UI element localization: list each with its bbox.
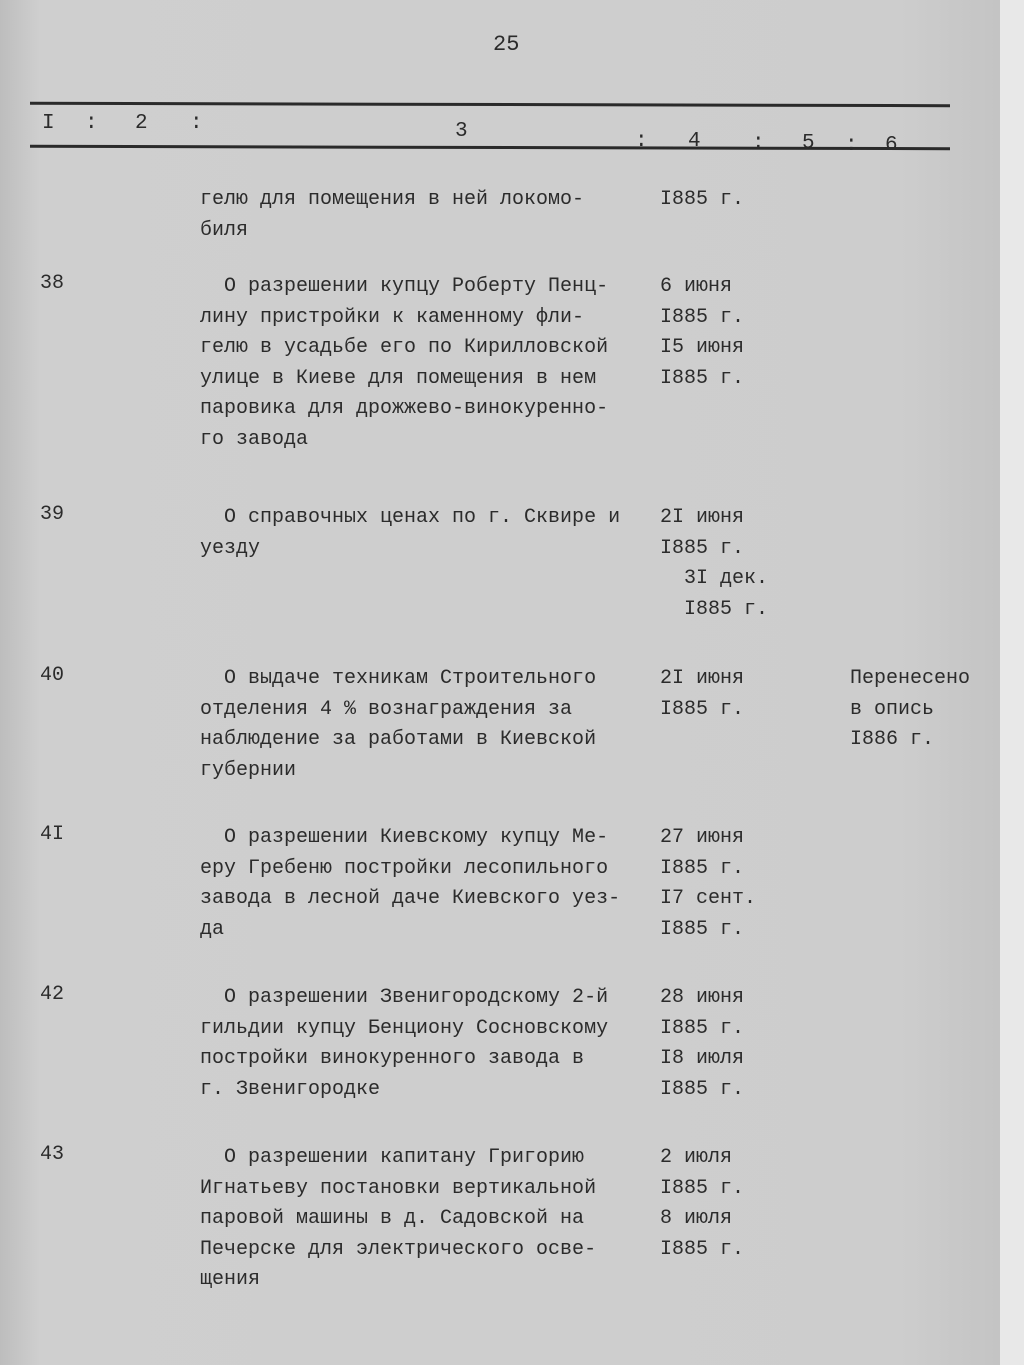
entry-dates [660, 272, 744, 394]
col-header-1: I [42, 112, 55, 135]
entry-desc-line: да [200, 917, 225, 941]
entry-desc-line: го завода [200, 427, 309, 451]
entry-desc-line: паровика для дрожжево-винокуренно- [200, 397, 609, 420]
col-sep: : [85, 112, 98, 135]
entry-desc-line: гелю для помещения в ней локомо- [200, 188, 585, 211]
col-header-4: 4 [688, 130, 701, 153]
entry-desc [200, 664, 660, 786]
col-header-2: 2 [135, 112, 148, 135]
entry-dates-line: 28 июня [660, 986, 745, 1009]
entry-dates-line: I885 г. [660, 536, 745, 560]
entry-desc-line: гелю в усадьбе его по Кирилловской [200, 336, 609, 359]
col-sep: : [190, 112, 203, 135]
entry-number: 40 [40, 664, 65, 687]
entry-dates-line: I885 г. [660, 597, 769, 621]
entry-desc-line: еру Гребеню постройки лесопильного [200, 856, 609, 880]
entry-desc-line: улице в Киеве для помещения в нем [200, 366, 597, 390]
entry-desc-line: отделения 4 % вознаграждения за [200, 697, 573, 721]
entry-desc-line: О выдаче техникам Строительного [200, 667, 597, 690]
entry-desc-line: О разрешении купцу Роберту Пенц- [200, 275, 609, 298]
entry-desc-line: О разрешении капитану Григорию [200, 1146, 585, 1169]
entry-dates [660, 503, 768, 625]
entry-dates-line: 2I июня [660, 667, 745, 690]
entry-desc-line: Игнатьеву постановки вертикальной [200, 1176, 597, 1200]
entry-desc-line: биля [200, 218, 249, 242]
entry-dates-line: I885 г. [660, 366, 745, 390]
entry-dates [660, 185, 744, 216]
entry-dates-line: I885 г. [660, 1237, 745, 1261]
entry-desc-line: завода в лесной даче Киевского уез- [200, 887, 621, 910]
entry-dates-line: 3I дек. [660, 567, 769, 590]
entry-number: 43 [40, 1143, 65, 1166]
entry-desc-line: наблюдение за работами в Киевской [200, 728, 597, 751]
entry-desc [200, 272, 660, 455]
entry-dates-line: I885 г. [660, 917, 745, 941]
entry-desc-line: гильдии купцу Бенциону Сосновскому [200, 1016, 609, 1040]
entry-desc [200, 1143, 660, 1296]
entry-dates [660, 983, 744, 1105]
entry-desc [200, 823, 660, 945]
entry-note [850, 664, 970, 756]
entry-desc-line: О разрешении Киевскому купцу Ме- [200, 826, 609, 849]
entry-desc-line: лину пристройки к каменному фли- [200, 305, 585, 329]
entry-note-line: Перенесено [850, 667, 971, 690]
col-header-6: 6 [885, 134, 898, 157]
entry-desc-line: губернии [200, 758, 297, 782]
col-header-3: 3 [455, 120, 468, 143]
col-sep: : [752, 132, 765, 155]
entry-dates-line: 2I июня [660, 506, 745, 529]
entry-dates-line: I885 г. [660, 305, 745, 329]
entry-note-line: I886 г. [850, 728, 935, 751]
entry-desc [200, 503, 660, 564]
entry-dates-line: I8 июля [660, 1047, 745, 1070]
entry-dates-line: 27 июня [660, 826, 745, 849]
entry-dates-line: I885 г. [660, 1176, 745, 1200]
entry-dates-line: I5 июня [660, 336, 745, 359]
entry-desc-line: щения [200, 1268, 261, 1291]
entry-dates-line: 2 июля [660, 1146, 733, 1169]
entry-dates-line: I885 г. [660, 1016, 745, 1040]
col-sep: : [845, 134, 858, 157]
entry-desc-line: Печерске для электрического осве- [200, 1237, 597, 1261]
entry-desc-line: О справочных ценах по г. Сквире и [200, 506, 621, 529]
entry-desc-line: уезду [200, 536, 261, 560]
col-sep: : [635, 130, 648, 153]
entry-desc-line: О разрешении Звенигородскому 2-й [200, 986, 609, 1009]
entry-dates-line: I885 г. [660, 188, 745, 211]
entry-dates [660, 1143, 744, 1265]
entry-note-line: в опись [850, 697, 935, 721]
entry-dates-line: 6 июня [660, 275, 733, 298]
entry-desc-line: постройки винокуренного завода в [200, 1047, 585, 1070]
entry-desc-line: г. Звенигородке [200, 1077, 381, 1101]
entry-dates [660, 664, 744, 725]
entry-dates-line: I885 г. [660, 697, 745, 721]
entry-desc [200, 983, 660, 1105]
entry-dates-line: I885 г. [660, 856, 745, 880]
page-edge [1000, 0, 1024, 1365]
entry-number: 4I [40, 823, 65, 846]
entry-number: 42 [40, 983, 65, 1006]
col-header-5: 5 [802, 132, 815, 155]
entry-number: 39 [40, 503, 65, 526]
entry-number: 38 [40, 272, 65, 295]
entry-desc-line: паровой машины в д. Садовской на [200, 1207, 585, 1230]
entry-dates [660, 823, 756, 945]
entry-desc [200, 185, 660, 246]
page-number: 25 [493, 32, 520, 57]
entry-dates-line: I885 г. [660, 1077, 745, 1101]
entry-dates-line: 8 июля [660, 1207, 733, 1230]
entry-dates-line: I7 сент. [660, 887, 757, 910]
